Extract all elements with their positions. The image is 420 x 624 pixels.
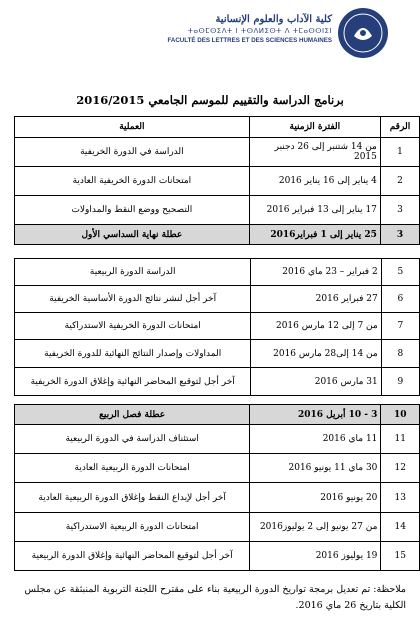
- table-row: [15, 313, 420, 340]
- table-row: [15, 513, 420, 542]
- faculty-name-block: [112, 14, 332, 45]
- row-num: 12: [381, 454, 420, 483]
- row-activity: عطلة نهاية السداسي الأول: [15, 225, 250, 245]
- row-period: من 27 يونيو إلى 2 يوليوز2016: [250, 513, 381, 542]
- row-period: 11 ماي 2016: [250, 425, 381, 454]
- row-period: 20 يونيو 2016: [250, 483, 381, 513]
- row-num: 11: [381, 425, 420, 454]
- row-period: 30 ماي 11 يونيو 2016: [250, 454, 381, 483]
- table-row: [15, 167, 420, 196]
- table-row: [15, 196, 420, 225]
- row-num: 10: [381, 405, 420, 425]
- header-num: الرقم: [380, 117, 419, 138]
- row-num: 15: [381, 542, 420, 571]
- row-activity: امتحانات الدورة الخريفية الاستدراكية: [15, 313, 251, 340]
- schedule-table-spring-exams: [14, 404, 420, 571]
- row-period: 3 - 10 أبريل 2016: [250, 405, 381, 425]
- row-activity: الدراسة في الدورة الخريفية: [15, 138, 250, 167]
- header-period: الفترة الزمنية: [249, 117, 380, 138]
- table-row: [15, 138, 420, 167]
- row-activity: امتحانات الدورة الربيعية الاستدراكية: [15, 513, 250, 542]
- row-activity: عطلة فصل الربيع: [15, 405, 250, 425]
- table-row: [15, 286, 420, 313]
- row-num: 6: [381, 286, 419, 313]
- row-activity: التصحيح ووضع النقط والمداولات: [15, 196, 250, 225]
- row-activity: آخر أجل لتوقيع المحاضر النهائية وإغلاق الدورة الربيعية: [15, 542, 250, 571]
- row-activity: امتحانات الدورة الخريفية العادية: [15, 167, 250, 196]
- row-num: 9: [381, 368, 419, 396]
- row-activity: آخر أجل لنشر نتائج الدورة الأساسية الخريفية: [15, 286, 251, 313]
- break-row-spring: [15, 405, 420, 425]
- row-period: 2 فبراير – 23 ماي 2016: [251, 259, 381, 286]
- row-period: 19 يوليوز 2016: [250, 542, 381, 571]
- row-activity: امتحانات الدورة الربيعية العادية: [15, 454, 250, 483]
- header-activity: العملية: [15, 117, 250, 138]
- table-row: [15, 542, 420, 571]
- faculty-name-amazigh: ⵜⴰⵙⵎⵙⵉⴷⵜ ⵏ ⵜⵙⴷⵍⵉⵙⵜ ⴷ ⵜⵎⴰⵙⵙⵏⵉⵏ: [187, 27, 332, 35]
- faculty-name-arabic: كلية الآداب والعلوم الإنسانية: [215, 14, 332, 25]
- row-num: 1: [380, 138, 419, 167]
- row-activity: آخر أجل لإيداع النقط وإغلاق الدورة الربيعية العادية: [15, 483, 250, 513]
- table-row: [15, 425, 420, 454]
- table-row: [15, 340, 420, 368]
- row-num: 13: [381, 483, 420, 513]
- table-row: [15, 454, 420, 483]
- row-num: 5: [381, 259, 419, 286]
- row-activity: المداولات وإصدار النتائج النهائية للدورة الخريفية: [15, 340, 251, 368]
- page-title: برنامج الدراسة والتقييم للموسم الجامعي 2016/2015: [76, 93, 344, 107]
- row-num: 2: [380, 167, 419, 196]
- row-period: 31 مارس 2016: [251, 368, 381, 396]
- row-period: من 14 شتنبر إلى 26 دجنبر 2015: [249, 138, 380, 167]
- row-period: 25 يناير إلى 1 فبراير2016: [249, 225, 380, 245]
- row-period: 17 يناير إلى 13 فبراير 2016: [249, 196, 380, 225]
- schedule-table-spring: [14, 258, 420, 396]
- row-num: 3: [380, 196, 419, 225]
- table-row: [15, 483, 420, 513]
- row-period: 4 يناير إلى 16 يناير 2016: [249, 167, 380, 196]
- break-row-semester: [15, 225, 420, 245]
- row-period: 27 فبراير 2016: [251, 286, 381, 313]
- row-activity: الدراسة الدورة الربيعية: [15, 259, 251, 286]
- table-row: [15, 368, 420, 396]
- row-num: 8: [381, 340, 419, 368]
- row-num: 7: [381, 313, 419, 340]
- table-row: [15, 259, 420, 286]
- table-header-row: [15, 117, 420, 138]
- row-num: 3: [380, 225, 419, 245]
- footnote: ملاحظة: تم تعديل برمجة تواريخ الدورة الربيعية بناء على مقترح اللجنة التربوية المنبثقة عن مجلس الكلية بتاريخ 26 ماي 2016.: [24, 584, 406, 611]
- row-num: 14: [381, 513, 420, 542]
- row-period: من 14 إلى28 مارس 2016: [251, 340, 381, 368]
- university-logo: [338, 8, 388, 58]
- row-activity: استئناف الدراسة في الدورة الربيعية: [15, 425, 250, 454]
- row-period: من 7 إلى 12 مارس 2016: [251, 313, 381, 340]
- faculty-name-french: FACULTÉ DES LETTRES ET DES SCIENCES HUMAINES: [167, 37, 332, 44]
- schedule-table-autumn: [14, 116, 420, 245]
- page-header: [0, 0, 420, 80]
- row-activity: آخر أجل لتوقيع المحاضر النهائية وإغلاق الدورة الخريفية: [15, 368, 251, 396]
